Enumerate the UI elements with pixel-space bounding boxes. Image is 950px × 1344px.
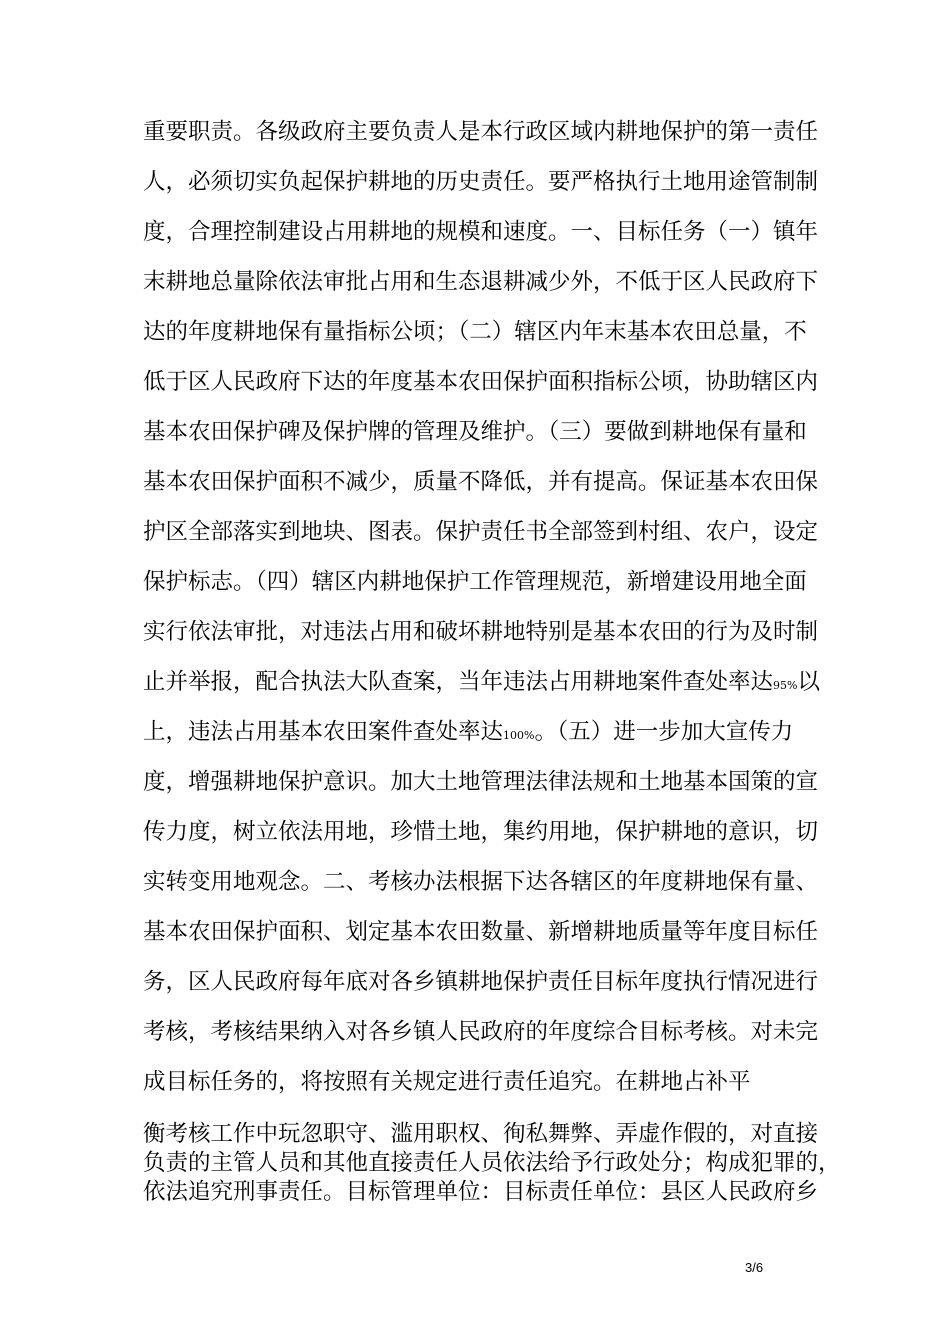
text-segment: 上，违法占用基本农田案件查处率达 [143, 719, 504, 745]
text-line: 基本农田保护面积不减少，质量不降低，并有提高。保证基本农田保 [143, 469, 819, 495]
text-segment: 以 [797, 669, 820, 695]
text-line: 实行依法审批，对违法占用和破坏耕地特别是基本农田的行为及时制 [143, 619, 819, 645]
percent-value: 95% [773, 679, 798, 692]
text-line: 负责的主管人员和其他直接责任人员依法给予行政处分；构成犯罪的， [143, 1150, 841, 1176]
text-line: 末耕地总量除依法审批占用和生态退耕减少外，不低于区人民政府下 [143, 269, 819, 295]
text-line: 护区全部落实到地块、图表。保护责任书全部签到村组、农户，设定 [143, 519, 819, 545]
text-line: 传力度，树立依法用地，珍惜土地，集约用地，保护耕地的意识，切 [143, 819, 819, 845]
text-line: 人，必须切实负起保护耕地的历史责任。要严格执行土地用途管制制 [143, 169, 819, 195]
text-line: 保护标志。（四）辖区内耕地保护工作管理规范，新增建设用地全面 [143, 569, 807, 595]
text-line: 低于区人民政府下达的年度基本农田保护面积指标公顷，协助辖区内 [143, 369, 819, 395]
page-number: 3/6 [745, 1260, 764, 1275]
text-line: 考核，考核结果纳入对各乡镇人民政府的年度综合目标考核。对未完 [143, 1019, 819, 1045]
text-line: 度，增强耕地保护意识。加大土地管理法律法规和土地基本国策的宣 [143, 769, 819, 795]
text-line: 度，合理控制建设占用耕地的规模和速度。一、目标任务（一）镇年 [143, 219, 819, 245]
text-line [143, 717, 813, 751]
text-line: 成目标任务的，将按照有关规定进行责任追究。在耕地占补平 [143, 1069, 751, 1095]
text-line: 基本农田保护碑及保护牌的管理及维护。（三）要做到耕地保有量和 [143, 419, 807, 445]
text-segment: 止并举报，配合执法大队查案，当年违法占用耕地案件查处率达 [143, 669, 774, 695]
text-segment: 。（五）进一步加大宣传力 [534, 719, 794, 745]
text-line: 达的年度耕地保有量指标公顷；（二）辖区内年末基本农田总量，不 [143, 319, 807, 345]
text-line: 重要职责。各级政府主要负责人是本行政区域内耕地保护的第一责任 [143, 119, 819, 145]
text-line [143, 667, 820, 701]
text-line: 衡考核工作中玩忽职守、滥用职权、徇私舞弊、弄虚作假的，对直接 [143, 1121, 819, 1147]
percent-value: 100% [503, 729, 535, 742]
text-line: 务，区人民政府每年底对各乡镇耕地保护责任目标年度执行情况进行 [143, 969, 819, 995]
text-line: 基本农田保护面积、划定基本农田数量、新增耕地质量等年度目标任 [143, 919, 819, 945]
text-line: 依法追究刑事责任。目标管理单位：目标责任单位：县区人民政府乡 [143, 1179, 819, 1205]
text-line: 实转变用地观念。二、考核办法根据下达各辖区的年度耕地保有量、 [143, 869, 819, 895]
